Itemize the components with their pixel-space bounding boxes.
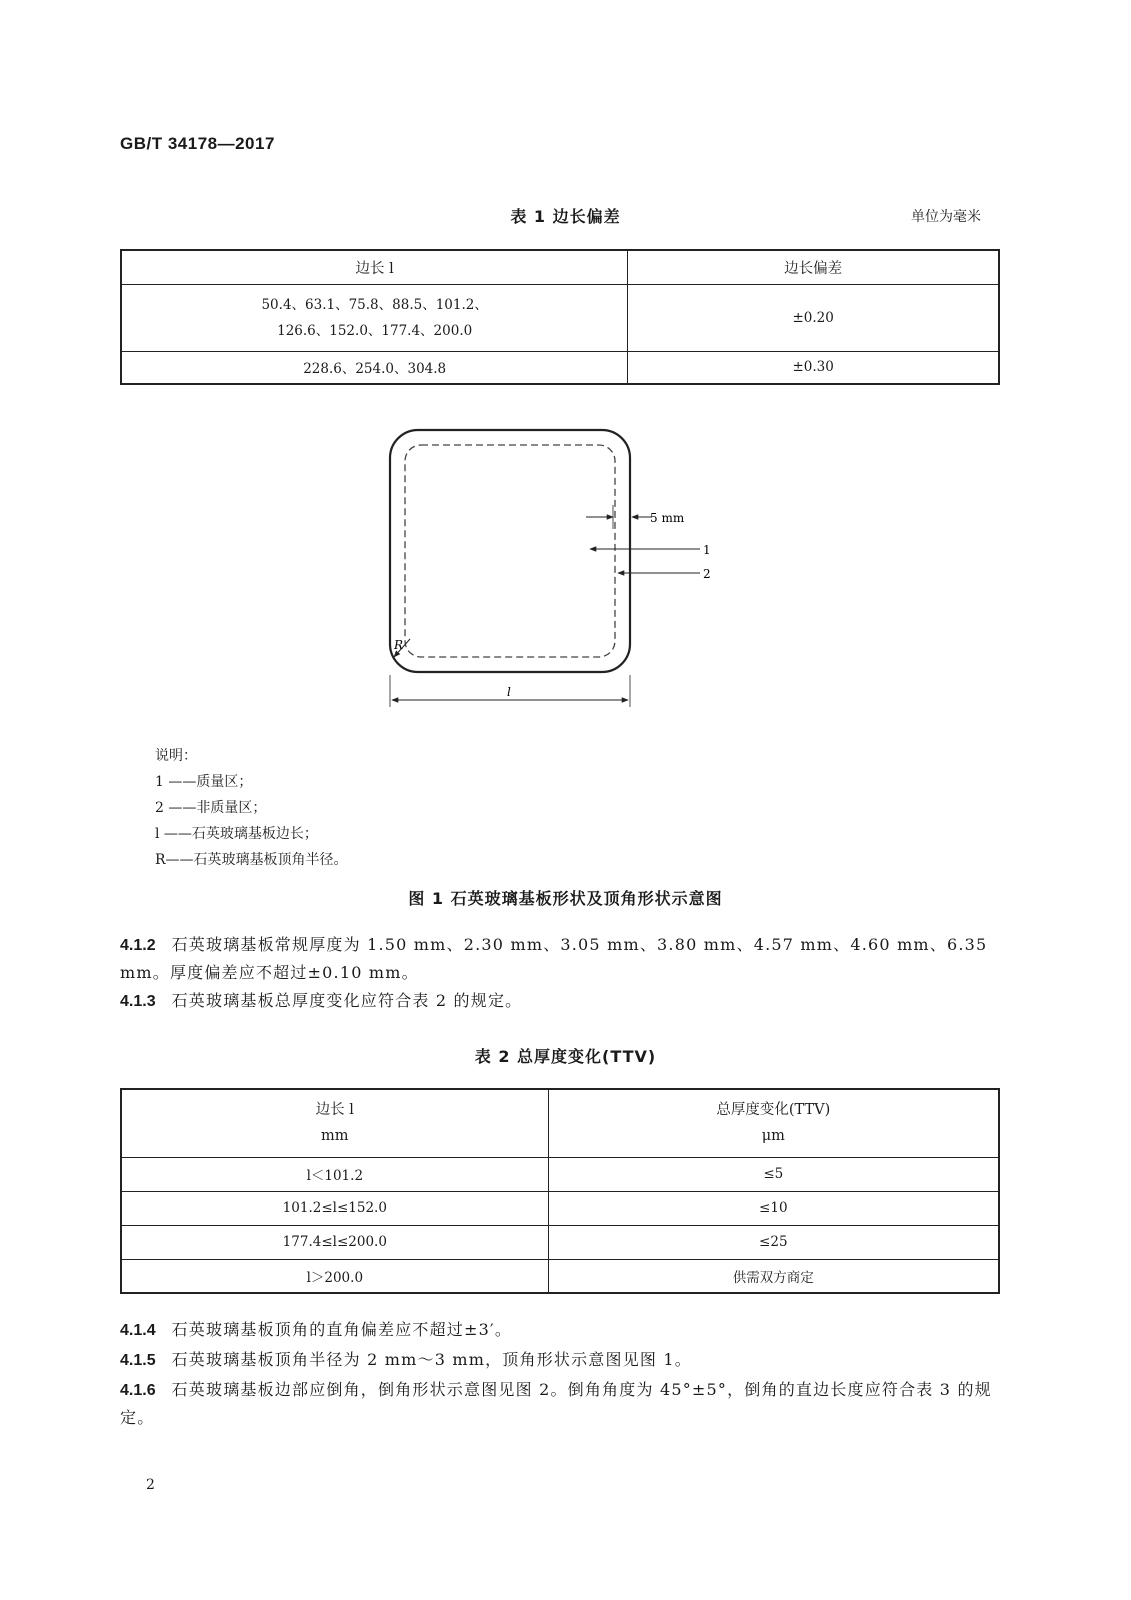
clause-number: 4.1.5 [120,1352,156,1369]
table1-lengths-cell [121,284,628,351]
clause-4-1-5 [120,1346,1000,1374]
clause-text: 石英玻璃基板边部应倒角，倒角形状示意图见图 2。倒角角度为 45°±5°，倒角的直边长度应符合表 3 的规定。 [120,1380,992,1427]
legend-item-4: R——石英玻璃基板顶角半径。 [155,852,348,868]
table-row [121,1191,999,1225]
table2-range-cell: l＜101.2 [121,1157,548,1191]
table2-header-length [121,1089,548,1157]
table1 [120,249,1000,385]
table1-unit-note: 单位为毫米 [911,209,981,225]
table-row [121,1157,999,1191]
clause-text: 石英玻璃基板总厚度变化应符合表 2 的规定。 [171,991,523,1010]
table2-header-row [121,1089,999,1157]
table2-header-ttv [548,1089,999,1157]
table-row [121,284,999,351]
figure1-caption: 图 1 石英玻璃基板形状及顶角形状示意图 [408,889,723,908]
table1-caption: 表 1 边长偏差 [510,207,621,226]
table1-header-row [121,250,999,284]
quality-area-outline [405,445,615,657]
clause-text: 石英玻璃基板顶角半径为 2 mm～3 mm，顶角形状示意图见图 1。 [171,1350,692,1369]
table1-lengths-cell: 228.6、254.0、304.8 [121,351,628,384]
table1-header-deviation: 边长偏差 [628,250,999,284]
legend-title: 说明： [155,748,197,764]
legend-item-3: l ——石英玻璃基板边长； [155,826,318,842]
page-number: 2 [146,1477,155,1493]
table1-header-length: 边长 l [121,250,628,284]
clause-4-1-4 [120,1316,1000,1344]
standard-code: GB/T 34178—2017 [120,134,275,153]
clause-4-1-3 [120,987,1000,1015]
clause-number: 4.1.6 [120,1382,156,1399]
table-row [121,1259,999,1293]
table2-ttv-cell: ≤10 [548,1191,999,1225]
clause-number: 4.1.3 [120,993,156,1010]
clause-number: 4.1.4 [120,1322,156,1339]
length-label: l [507,685,511,699]
table2-header-length-label: 边长 l [315,1102,354,1119]
table2-range-cell: 177.4≤l≤200.0 [121,1225,548,1259]
table2-header-length-unit: mm [321,1128,349,1145]
clause-text: 石英玻璃基板顶角的直角偏差应不超过±3′。 [171,1320,513,1339]
table2-range-cell: l＞200.0 [121,1259,548,1293]
legend-item-1: 1 ——质量区； [155,774,253,790]
radius-label: R [394,638,404,652]
table-row [121,1225,999,1259]
table1-lengths-line2: 126.6、152.0、177.4、200.0 [277,322,473,339]
callout1-label: 1 [703,543,711,557]
callout2-label: 2 [703,567,711,581]
table2-caption: 表 2 总厚度变化(TTV) [474,1047,657,1066]
clause-4-1-6 [120,1376,1000,1431]
table1-deviation-cell: ±0.30 [628,351,999,384]
plate-outline [390,430,630,672]
clause-4-1-2 [120,931,1000,986]
table2-ttv-cell: 供需双方商定 [548,1259,999,1293]
clause-text: 石英玻璃基板常规厚度为 1.50 mm、2.30 mm、3.05 mm、3.80 mm、4.57 mm、4.60 mm、6.35 mm。厚度偏差应不超过±0.10 mm。 [120,935,988,982]
clause-number: 4.1.2 [120,937,156,954]
table1-deviation-cell: ±0.20 [628,284,999,351]
table2-header-ttv-unit: μm [761,1128,785,1145]
legend-item-2: 2 ——非质量区； [155,800,267,816]
table1-lengths-line1: 50.4、63.1、75.8、88.5、101.2、 [261,296,488,313]
figure1-diagram [380,425,740,725]
table2-ttv-cell: ≤25 [548,1225,999,1259]
table2 [120,1088,1000,1294]
table2-range-cell: 101.2≤l≤152.0 [121,1191,548,1225]
table-row [121,351,999,384]
table2-ttv-cell: ≤5 [548,1157,999,1191]
dim-label: 5 mm [650,511,685,525]
table2-header-ttv-label: 总厚度变化(TTV) [716,1102,831,1119]
